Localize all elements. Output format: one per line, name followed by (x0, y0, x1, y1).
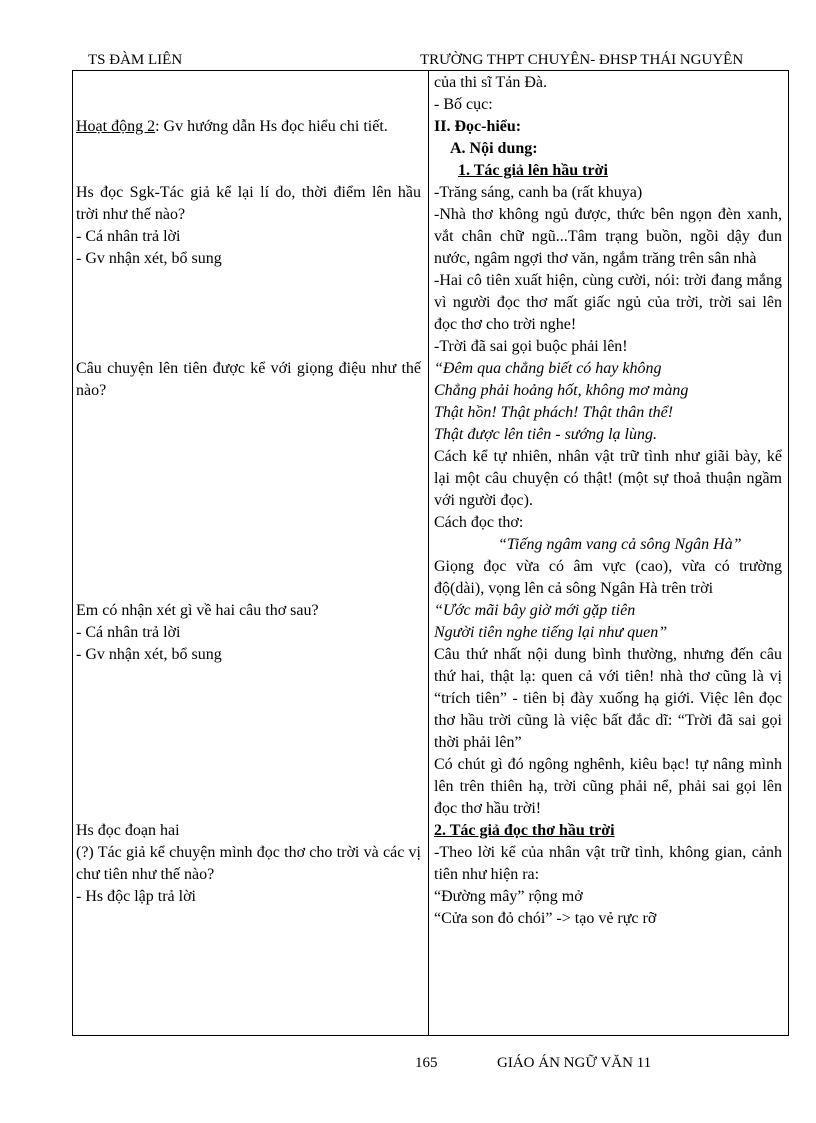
content-paragraph: Cách kể tự nhiên, nhân vật trữ tình như giãi bày, kể lại một câu chuyện có thật! (một sự thoả thuận ngầm với người đọc). (434, 448, 782, 509)
teacher-comment: - Gv nhận xét, bổ sung (76, 250, 222, 267)
section-content: A. Nội dung: (450, 140, 538, 157)
content-line: của thi sĩ Tản Đà. (434, 74, 548, 91)
poem-line: Người tiên nghe tiếng lại như quen” (434, 624, 668, 641)
teacher-comment-2: - Gv nhận xét, bổ sung (76, 646, 222, 663)
poem-line: “Đêm qua chẳng biết có hay không (434, 360, 662, 377)
poem-quote: “Tiếng ngâm vang cả sông Ngân Hà” (498, 536, 742, 553)
section-reading: II. Đọc-hiểu: (434, 118, 522, 135)
content-paragraph: -Theo lời kể của nhân vật trữ tình, không gian, cảnh tiên như hiện ra: (434, 844, 782, 883)
poem-line: Thật hồn! Thật phách! Thật thân thể! (434, 404, 674, 421)
content-paragraph: Câu thứ nhất nội dung bình thường, nhưng đến câu thứ hai, thật lạ: quen cả với tiên! nhà thơ cũng là vị “trích tiên” - tiên bị đày xuống hạ giới. Việc lên đọc thơ hầu trời cũng là việc bất đắc dĩ: “Trời đã sai gọi thời phải lên” (434, 646, 782, 751)
content-line: -Trời đã sai gọi buộc phải lên! (434, 338, 628, 355)
layout-label: - Bố cục: (434, 96, 493, 113)
individual-answer: - Cá nhân trả lời (76, 228, 181, 245)
activity-2-desc: : Gv hướng dẫn Hs đọc hiểu chi tiết. (155, 118, 388, 135)
content-paragraph: -Hai cô tiên xuất hiện, cùng cười, nói: trời đang mắng vì người đọc thơ mất giấc ngủ của trời, trời sai lên đọc thơ cho trời nghe! (434, 272, 782, 333)
content-column (434, 72, 782, 930)
read-paragraph-two: Hs đọc đoạn hai (76, 822, 180, 839)
heading-heaven-visit: 1. Tác giả lên hầu trời (458, 162, 608, 179)
footer-title: GIÁO ÁN NGỮ VĂN 11 (497, 1055, 652, 1071)
heading-reading-for-heaven: 2. Tác giả đọc thơ hầu trời (434, 822, 615, 839)
header-school: TRƯỜNG THPT CHUYÊN- ĐHSP THÁI NGUYÊN (420, 52, 744, 68)
table-column-divider (428, 70, 429, 1036)
content-paragraph: Có chút gì đó ngông nghênh, kiêu bạc! tự nâng mình lên trên thiên hạ, trời cũng phải nể, phải sai gọi lên đọc thơ hầu trời! (434, 756, 782, 817)
activity-2-label: Hoạt động 2 (76, 118, 156, 135)
independent-answer: - Hs độc lập trả lời (76, 888, 196, 905)
poem-line: Thật được lên tiên - sướng lạ lùng. (434, 426, 657, 443)
content-paragraph: -Nhà thơ không ngủ được, thức bên ngọn đèn xanh, vắt chân chữ ngũ...Tâm trạng buồn, ngồi dậy đun nước, ngâm ngợi thơ văn, ngắm trăng trên sân nhà (434, 206, 782, 267)
question-reason-time: Hs đọc Sgk-Tác giả kể lại lí do, thời điểm lên hầu trời như thế nào? (76, 184, 421, 223)
content-line: “Cửa son đỏ chói” -> tạo vẻ rực rỡ (434, 910, 657, 927)
individual-answer-2: - Cá nhân trả lời (76, 624, 181, 641)
content-line: “Đường mây” rộng mở (434, 888, 583, 905)
poem-line: “Ước mãi bây giờ mới gặp tiên (434, 602, 636, 619)
header-author: TS ĐÀM LIÊN (88, 52, 183, 68)
teacher-activity-column (76, 72, 421, 908)
page-number: 165 (415, 1055, 438, 1071)
poem-line: Chẳng phải hoảng hốt, không mơ màng (434, 382, 689, 399)
question-two-verses: Em có nhận xét gì về hai câu thơ sau? (76, 602, 319, 619)
activity-2-text (76, 116, 421, 138)
question-reading-poem: (?) Tác giả kể chuyện mình đọc thơ cho trời và các vị chư tiên như thế nào? (76, 844, 421, 883)
content-paragraph: Giọng đọc vừa có âm vực (cao), vừa có trường độ(dài), vọng lên cả sông Ngân Hà trên trời (434, 558, 782, 597)
content-line: Cách đọc thơ: (434, 514, 524, 531)
content-line: -Trăng sáng, canh ba (rất khuya) (434, 184, 643, 201)
question-tone: Câu chuyện lên tiên được kể với giọng điệu như thế nào? (76, 360, 421, 399)
